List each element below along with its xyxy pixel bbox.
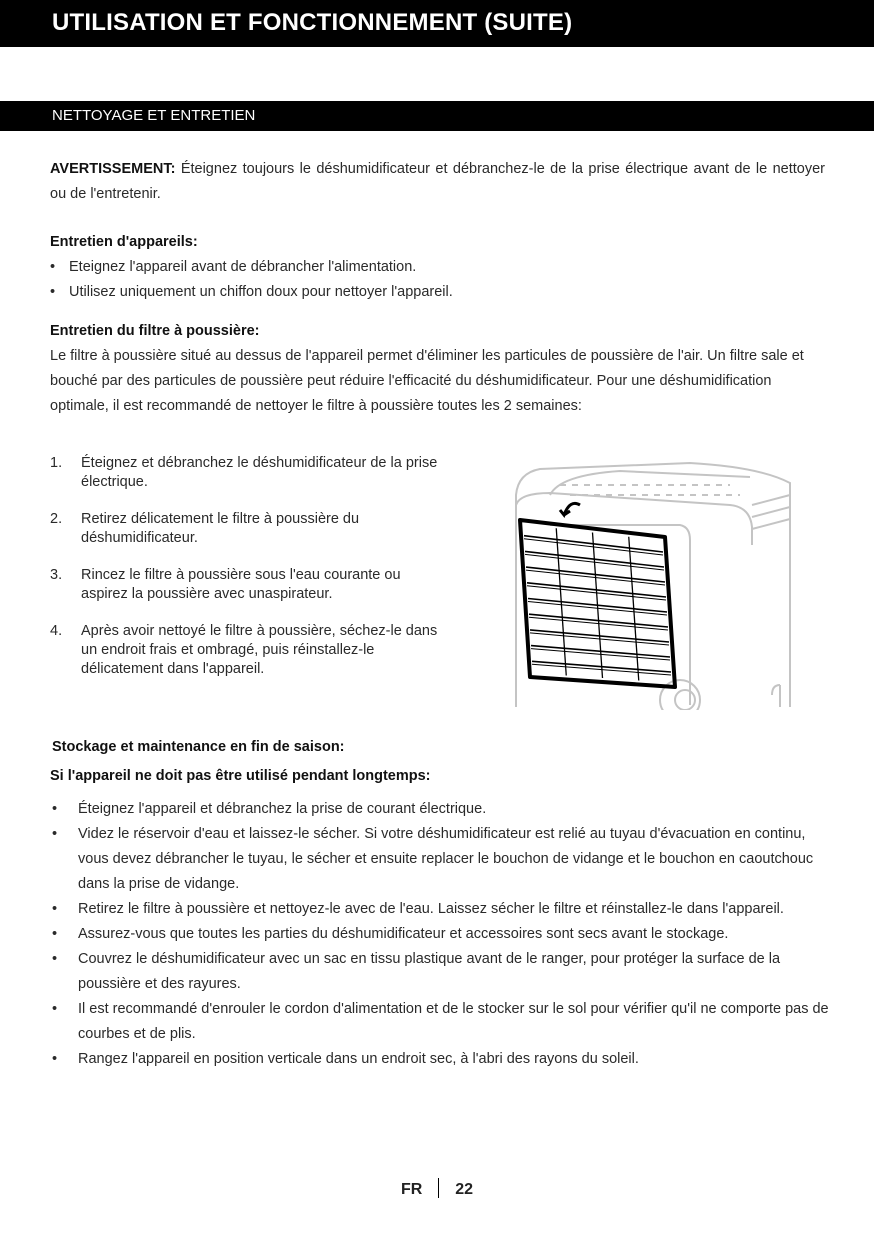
filter-steps [50, 454, 465, 697]
list-item: • Il est recommandé d'enrouler le cordon d'alimentation et de le stocker sur le sol pour vérifier qu'il ne comporte pas de courbes et de plis. [50, 997, 830, 1047]
step-item: 2. Retirez délicatement le filtre à poussière du déshumidificateur. [50, 511, 360, 546]
appliance-care-list [48, 255, 808, 305]
filter-grid [520, 520, 675, 687]
section-header: NETTOYAGE ET ENTRETIEN [0, 101, 874, 131]
list-item: • Assurez-vous que toutes les parties du déshumidificateur et accessoires sont secs avant le stockage. [50, 922, 830, 947]
step-item: 4. Après avoir nettoyé le filtre à poussière, séchez-le dans un endroit frais et ombragé, puis réinstallez-le délicatement dans l'appareil. [50, 623, 438, 677]
list-item: • Utilisez uniquement un chiffon doux pour nettoyer l'appareil. [48, 280, 808, 305]
warning-text: Éteignez toujours le déshumidificateur et débranchez-le de la prise électrique avant de le nettoyer ou de l'entretenir. [50, 161, 825, 202]
page-number: 22 [455, 1181, 474, 1198]
warning-paragraph [50, 157, 825, 207]
storage-title: Stockage et maintenance en fin de saison: [52, 739, 345, 755]
language-code: FR [400, 1181, 423, 1198]
step-item: 1. Éteignez et débranchez le déshumidificateur de la prise électrique. [50, 455, 438, 490]
warning-label: AVERTISSEMENT: [50, 161, 176, 177]
list-item: • Videz le réservoir d'eau et laissez-le sécher. Si votre déshumidificateur est relié au tuyau d'évacuation en continu, vous devez débrancher le tuyau, le sécher et ensuite replacer le bouchon de vidange et le bouchon en caoutchouc dans la prise de vidange. [50, 822, 830, 897]
storage-subtitle: Si l'appareil ne doit pas être utilisé pendant longtemps: [50, 768, 431, 784]
storage-list [50, 797, 830, 1072]
filter-care-paragraph: Le filtre à poussière situé au dessus de l'appareil permet d'éliminer les particules de poussière de l'air. Un filtre sale et bouché par des particules de poussière peut réduire l'efficacité du déshumidificateur. Pour une déshumidification optimale, il est recommandé de nettoyer le filtre à poussière toutes les 2 semaines: [50, 348, 804, 414]
footer-divider [438, 1178, 439, 1198]
list-item: • Eteignez l'appareil avant de débrancher l'alimentation. [48, 255, 808, 280]
step-item: 3. Rincez le filtre à poussière sous l'eau courante ou aspirez la poussière avec unaspirateur. [50, 567, 401, 602]
removal-arrow-icon [560, 503, 580, 515]
list-item: • Retirez le filtre à poussière et nettoyez-le avec de l'eau. Laissez sécher le filtre et réinstallez-le dans l'appareil. [50, 897, 830, 922]
dehumidifier-filter-illustration [500, 455, 800, 710]
filter-care-title: Entretien du filtre à poussière: [50, 323, 260, 339]
page-footer [0, 1178, 874, 1199]
list-item: • Couvrez le déshumidificateur avec un sac en tissu plastique avant de le ranger, pour protéger la surface de la poussière et des rayures. [50, 947, 830, 997]
appliance-care-title: Entretien d'appareils: [50, 234, 198, 250]
list-item: • Éteignez l'appareil et débranchez la prise de courant électrique. [50, 797, 830, 822]
list-item: • Rangez l'appareil en position verticale dans un endroit sec, à l'abri des rayons du soleil. [50, 1047, 830, 1072]
page-header: UTILISATION ET FONCTIONNEMENT (SUITE) [0, 0, 874, 47]
